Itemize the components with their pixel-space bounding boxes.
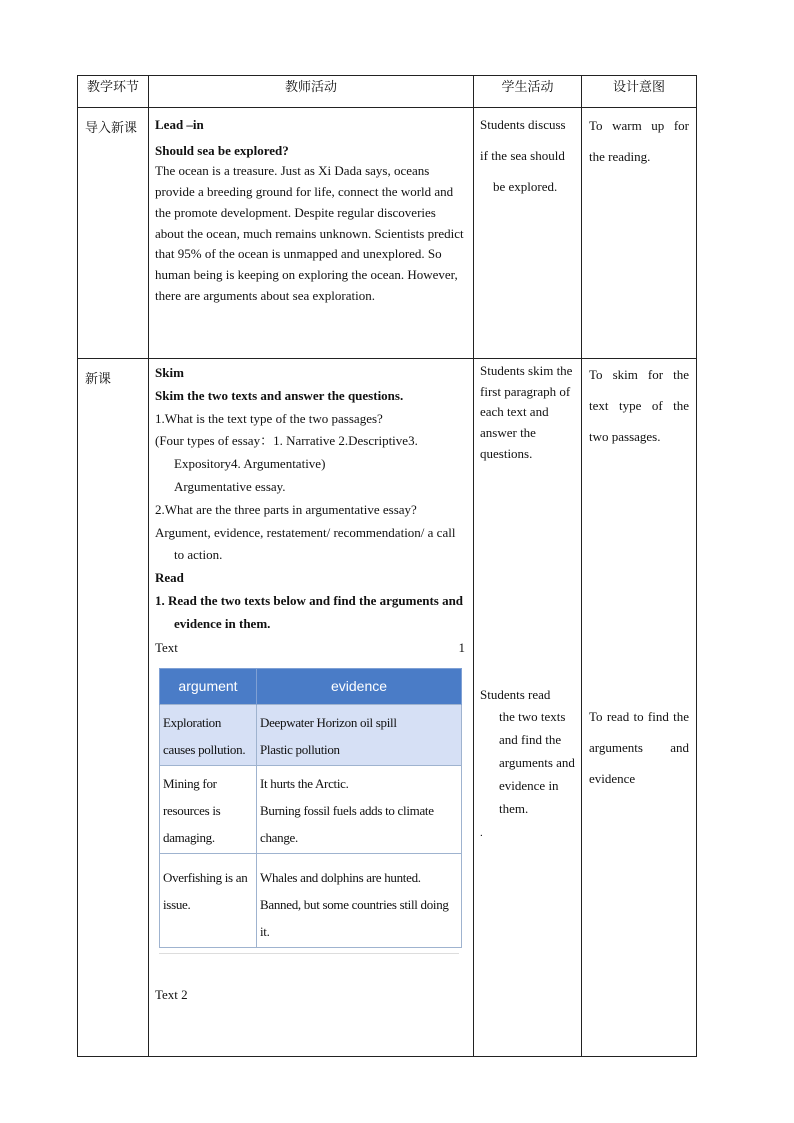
skim-heading: Skim	[155, 365, 184, 380]
argument-cell: Overfishing is an issue.	[160, 854, 257, 948]
skim-instruction: Skim the two texts and answer the questions.	[155, 387, 404, 403]
table-row	[160, 705, 462, 766]
evidence-line: Burning fossil fuels adds to climate change.	[260, 803, 434, 846]
teacher-activity-lead-in	[149, 108, 474, 359]
evidence-line: It hurts the Arctic.	[260, 776, 349, 792]
student-line-1: Students discuss	[480, 117, 566, 132]
lead-in-heading: Lead –in	[155, 117, 204, 132]
header-student-activity: 学生活动	[474, 76, 582, 108]
design-read: To read to find the arguments and evidence	[589, 709, 689, 786]
lead-in-question: Should sea be explored?	[155, 142, 289, 158]
question-1-options: (Four types of essay：1. Narrative 2.Descriptive3. Expository4. Argumentative)	[155, 433, 418, 472]
evidence-cell	[257, 766, 462, 854]
table-divider	[159, 948, 459, 954]
argument-cell: Exploration causes pollution.	[160, 705, 257, 766]
text1-number: 1	[458, 639, 465, 655]
student-activity-lead-in	[474, 108, 582, 359]
evidence-table-header-evidence: evidence	[257, 669, 462, 705]
evidence-line: Deepwater Horizon oil spill	[260, 715, 397, 731]
student-dot: .	[480, 827, 483, 840]
new-lesson-row	[78, 359, 697, 1057]
design-intent-lead-in	[582, 108, 697, 359]
design-warm-up: To warm up for the reading.	[589, 118, 689, 164]
header-stage: 教学环节	[78, 76, 149, 108]
evidence-table	[159, 668, 462, 948]
lead-in-paragraph: The ocean is a treasure. Just as Xi Dada says, oceans provide a breeding ground for life, connect the world and the promote development. Despite regular discoveries about the ocean, much remains unknown. Scientists predict that 95% of the ocean is unmapped and unexplored. So human being is keeping on exploring the ocean. However, there are arguments about sea exploration.	[155, 163, 464, 303]
student-line-3: be explored.	[493, 179, 558, 194]
design-skim: To skim for the text type of the two passages.	[589, 367, 689, 444]
student-activity-new-lesson	[474, 359, 582, 1057]
student-read-rest: the two texts and find the arguments and evidence in them.	[499, 709, 575, 816]
question-2-answer: Argument, evidence, restatement/ recommendation/ a call to action.	[155, 524, 456, 563]
text1-label: Text	[155, 639, 178, 655]
question-2: 2.What are the three parts in argumentative essay?	[155, 501, 417, 517]
read-heading: Read	[155, 570, 184, 586]
table-header-row	[78, 76, 697, 108]
evidence-line: Banned, but some countries still doing it.	[260, 897, 449, 940]
design-intent-new-lesson	[582, 359, 697, 1057]
question-1-answer: Argumentative essay.	[174, 478, 286, 494]
question-1: 1.What is the text type of the two passages?	[155, 410, 383, 426]
text2-label: Text 2	[155, 987, 188, 1003]
evidence-cell	[257, 705, 462, 766]
header-design-intent: 设计意图	[582, 76, 697, 108]
stage-lead-in: 导入新课	[78, 108, 149, 359]
stage-new-lesson: 新课	[78, 359, 149, 1057]
evidence-table-figure	[159, 668, 461, 954]
evidence-line: Whales and dolphins are hunted.	[260, 870, 421, 886]
student-read-first: Students read	[480, 686, 551, 702]
student-skim-text: Students skim the first paragraph of each text and answer the questions.	[480, 363, 573, 461]
evidence-line: Plastic pollution	[260, 742, 340, 758]
header-teacher-activity: 教师活动	[149, 76, 474, 108]
table-row	[160, 854, 462, 948]
table-row	[160, 766, 462, 854]
evidence-table-header-argument: argument	[160, 669, 257, 705]
teacher-activity-new-lesson	[149, 359, 474, 1057]
read-instruction: 1. Read the two texts below and find the arguments and evidence in them.	[155, 592, 464, 631]
lesson-plan-table	[77, 75, 697, 1057]
lead-in-row	[78, 108, 697, 359]
student-line-2: if the sea should	[480, 148, 565, 163]
evidence-cell	[257, 854, 462, 948]
argument-cell: Mining for resources is damaging.	[160, 766, 257, 854]
